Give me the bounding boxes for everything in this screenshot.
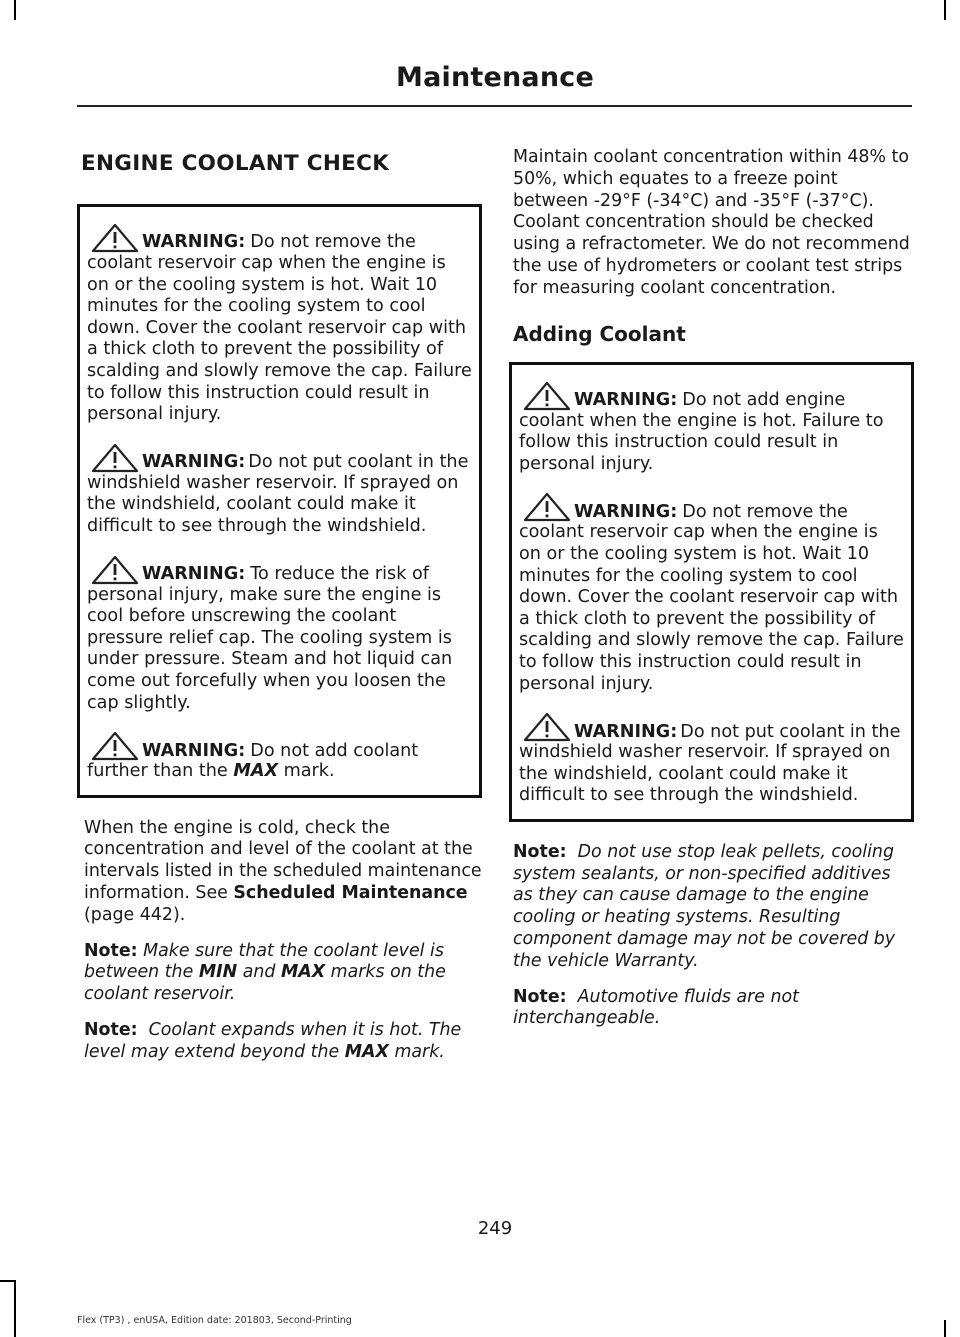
note-label: Note: xyxy=(513,841,567,862)
warning-triangle-icon xyxy=(89,730,141,762)
note-paragraph xyxy=(513,987,914,1031)
note-text: Coolant expands when it is hot. The level may extend beyond the xyxy=(84,1020,462,1062)
note-text: Do not use stop leak pellets, cooling system sealants, or non-specified additives as they can cause damage to the engine cooling or heating systems. Resulting component damage may not be covered by the vehicle Warranty. xyxy=(513,841,896,971)
warning-text-first: Do not add coolant xyxy=(250,740,419,761)
warning-text: windshield washer reservoir. If sprayed on the windshield, coolant could make it difficult to see through the windshield. xyxy=(87,472,459,536)
crop-mark-bottom-right xyxy=(944,1320,946,1337)
warning-label: WARNING: xyxy=(142,563,246,584)
warning-label: WARNING: xyxy=(142,452,246,473)
note-paragraph xyxy=(84,941,482,1006)
warning-item xyxy=(87,440,473,538)
note-text: marks on the coolant reservoir. xyxy=(84,962,446,1005)
max-mark: MAX xyxy=(344,1041,389,1062)
page-reference: (page 442). xyxy=(84,904,186,925)
warning-triangle-icon xyxy=(521,380,573,412)
page-title: Maintenance xyxy=(396,62,594,93)
warning-item xyxy=(519,378,905,476)
warning-text: coolant when the engine is hot. Failure to follow this instruction could result in personal injury. xyxy=(519,410,884,474)
crop-mark-top-left xyxy=(14,0,16,20)
warning-text: coolant reservoir cap when the engine is on or the cooling system is hot. Wait 10 minutes for the cooling system to cool down. Cover the coolant reservoir cap with a thick cloth to prevent the possibility of scalding and slowly remove the cap. Failure to follow this instruction could result in personal injury. xyxy=(519,522,904,694)
note-text: mark. xyxy=(394,1041,445,1062)
warning-text: coolant reservoir cap when the engine is on or the cooling system is hot. Wait 10 minutes for the cooling system to cool down. Cover the coolant reservoir cap with a thick cloth to prevent the possibility of scalding and slowly remove the cap. Failure to follow this instruction could result in personal injury. xyxy=(87,253,472,425)
warning-text-part: mark. xyxy=(283,761,335,782)
left-column xyxy=(77,145,482,1064)
note-text: Make sure that the coolant level is between the xyxy=(84,940,444,983)
warning-text-first: To reduce the risk of xyxy=(250,563,429,584)
warning-item xyxy=(87,220,473,426)
note-text: Automotive fluids are not interchangeable. xyxy=(513,986,799,1029)
warning-label: WARNING: xyxy=(574,721,678,742)
warning-text xyxy=(87,761,473,783)
cross-reference-link[interactable]: Scheduled Maintenance xyxy=(233,883,468,904)
right-column xyxy=(509,145,914,1030)
crop-mark-top-right xyxy=(944,0,946,20)
warning-box xyxy=(509,362,914,822)
warning-triangle-icon xyxy=(89,222,141,254)
warning-text-first: Do not remove the xyxy=(250,232,416,253)
body-paragraph xyxy=(84,818,482,927)
warning-triangle-icon xyxy=(89,442,141,474)
section-heading: ENGINE COOLANT CHECK xyxy=(81,151,390,176)
min-mark: MIN xyxy=(198,962,238,983)
warning-text-part: further than the xyxy=(87,761,228,782)
warning-text-first: Do not add engine xyxy=(682,389,846,410)
note-paragraph xyxy=(84,1020,482,1064)
warning-item xyxy=(87,728,473,783)
note-label: Note: xyxy=(84,1020,138,1041)
warning-text-first: Do not remove the xyxy=(682,501,848,522)
warning-text-first: Do not put coolant in the xyxy=(680,721,901,742)
subsection-heading: Adding Coolant xyxy=(513,321,686,346)
warning-triangle-icon xyxy=(521,711,573,743)
warning-item xyxy=(87,552,473,715)
crop-mark-bottom-left xyxy=(14,1280,16,1337)
max-mark: MAX xyxy=(280,962,326,983)
body-paragraph: Maintain coolant concentration within 48% to 50%, which equates to a freeze point between -29°F (-34°C) and -35°F (-37°C). Coolant concentration should be checked using a refractometer. We do not recommend the use of hydrometers or coolant test strips for measuring coolant concentration. xyxy=(513,147,910,298)
warning-text: personal injury, make sure the engine is cool before unscrewing the coolant pressure relief cap. The cooling system is under pressure. Steam and hot liquid can come out forcefully when you loosen the cap slightly. xyxy=(87,584,453,713)
page-number: 249 xyxy=(477,1218,513,1239)
footer-edition-info: Flex (TP3) , enUSA, Edition date: 201803, Second-Printing xyxy=(77,1315,352,1326)
warning-item xyxy=(519,489,905,695)
note-paragraph xyxy=(513,842,914,973)
header-rule xyxy=(77,105,912,107)
max-mark: MAX xyxy=(233,761,279,782)
warning-label: WARNING: xyxy=(574,389,678,410)
warning-triangle-icon xyxy=(89,554,141,586)
warning-label: WARNING: xyxy=(574,501,678,522)
warning-triangle-icon xyxy=(521,491,573,523)
note-text: and xyxy=(242,962,276,983)
note-label: Note: xyxy=(513,986,567,1007)
note-label: Note: xyxy=(84,940,138,961)
warning-text-first: Do not put coolant in the xyxy=(248,452,469,473)
warning-label: WARNING: xyxy=(142,232,246,253)
crop-mark-bottom-left-h xyxy=(0,1280,16,1282)
paragraph-text: When the engine is cold, check the concentration and level of the coolant at the intervals listed in the scheduled maintenance information. See xyxy=(84,817,482,904)
warning-box xyxy=(77,204,482,798)
warning-text: windshield washer reservoir. If sprayed on the windshield, coolant could make it difficult to see through the windshield. xyxy=(519,742,891,806)
warning-label: WARNING: xyxy=(142,740,246,761)
warning-item xyxy=(519,709,905,807)
